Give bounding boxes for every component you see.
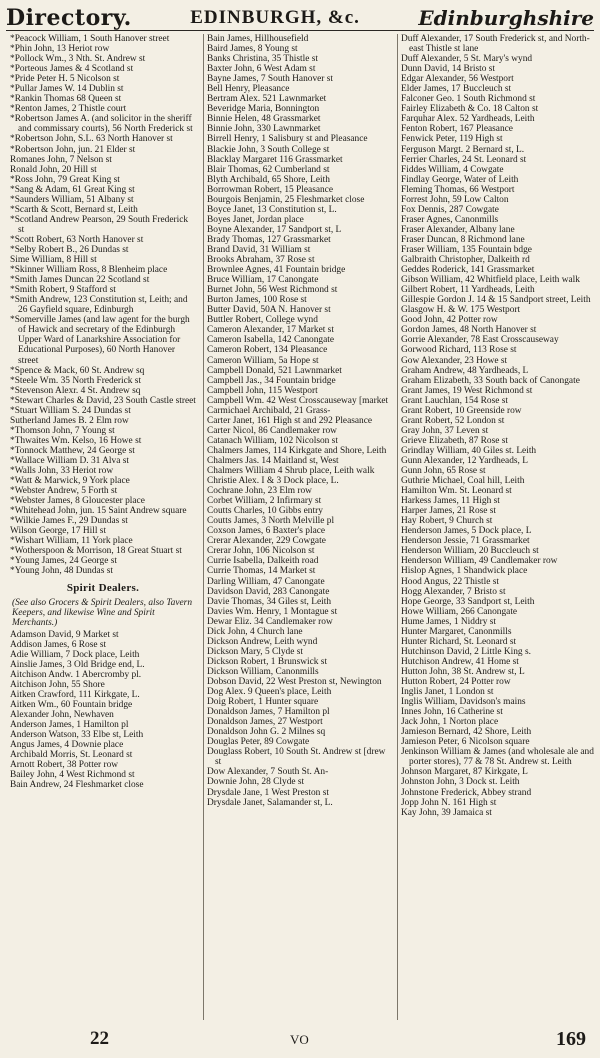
directory-entry: Gow Alexander, 23 Howe st	[401, 355, 508, 366]
directory-entry: Brownlee Agnes, 41 Fountain bridge	[207, 265, 346, 276]
directory-entry: *Tonnock Matthew, 24 George st	[10, 445, 135, 456]
directory-entry: Gray John, 37 Leven st	[401, 425, 489, 436]
directory-entry: Doig Robert, 1 Hunter square	[207, 697, 319, 708]
directory-entry: Hood Angus, 22 Thistle st	[401, 576, 500, 587]
directory-entry: Campbell Jas., 34 Fountain bridge	[207, 375, 336, 386]
directory-entry: Douglas Peter, 89 Cowgate	[207, 737, 310, 748]
directory-entry: *Phin John, 13 Heriot row	[10, 44, 110, 55]
directory-entry: Bayne James, 7 South Hanover st	[207, 74, 334, 85]
directory-entry: Fraser Duncan, 8 Richmond lane	[401, 234, 525, 245]
directory-entry: Adie William, 7 Dock place, Leith	[10, 649, 140, 660]
directory-entry: *Wishart William, 11 York place	[10, 536, 133, 547]
directory-entry: Campbell John, 115 Westport	[207, 385, 318, 396]
directory-entry: Edgar Alexander, 56 Westport	[401, 74, 514, 85]
directory-entry: Beveridge Maria, Bonnington	[207, 104, 320, 115]
directory-entry: Bain Andrew, 24 Fleshmarket close	[10, 780, 144, 791]
directory-entry: Alexander John, Newhaven	[10, 710, 114, 721]
directory-entry: Brand David, 31 William st	[207, 244, 311, 255]
directory-entry: Buttler Robert, College wynd	[207, 315, 318, 326]
directory-entry: Coutts James, 3 North Melville pl	[207, 516, 335, 527]
directory-entry: Hope George, 33 Sandport st, Leith	[401, 596, 535, 607]
directory-entry: Boyne Alexander, 17 Sandport st, L	[207, 224, 342, 235]
directory-entry: Good John, 42 Potter row	[401, 315, 498, 326]
directory-entry: *Stuart William S. 24 Dundas st	[10, 405, 131, 416]
directory-entry: *Smith Robert, 9 Stafford st	[10, 285, 116, 296]
directory-entry: Wilson George, 17 Hill st	[10, 526, 107, 537]
directory-entry: *Thwaites Wm. Kelso, 16 Howe st	[10, 435, 142, 446]
directory-entry: Banks Christina, 35 Thistle st	[207, 54, 319, 65]
directory-entry: Donaldson James, 27 Westport	[207, 717, 323, 728]
directory-entry: Dow Alexander, 7 South St. An-	[207, 767, 329, 778]
directory-entry: Campbell Donald, 521 Lawnmarket	[207, 365, 342, 376]
directory-entry: Sime William, 8 Hill st	[10, 255, 97, 266]
directory-entry: Harkess James, 11 High st	[401, 496, 500, 507]
directory-entry: Howe William, 266 Canongate	[401, 606, 518, 617]
directory-entry: Grant Robert, 52 London st	[401, 415, 505, 426]
directory-entry: Johnstone Frederick, Abbey strand	[401, 787, 532, 798]
directory-entry: Davies Wm. Henry, 1 Montague st	[207, 606, 338, 617]
directory-entry: Dick John, 4 Church lane	[207, 626, 303, 637]
directory-entry: Fraser Agnes, Canonmills	[401, 214, 499, 225]
directory-entry: Birrell Henry, 1 Salisbury st and Pleasance	[207, 134, 368, 145]
directory-entry: Catanach William, 102 Nicolson st	[207, 435, 338, 446]
directory-entry: Baxter John, 6 West Adam st	[207, 64, 316, 75]
directory-entry: Adamson David, 9 Market st	[10, 629, 119, 640]
directory-entry: Corbet William, 2 Infirmary st	[207, 496, 322, 507]
directory-entry: Downie John, 28 Clyde st	[207, 777, 305, 788]
directory-entry: *Webster Andrew, 5 Forth st	[10, 486, 118, 497]
directory-entry: Donaldson James, 7 Hamilton pl	[207, 707, 330, 718]
directory-entry: *Stewart Charles & David, 23 South Castle street	[10, 395, 196, 406]
directory-entry: *Robertson James A. (and solicitor in the sheriff and commissary courts), 56 North Frederick st	[10, 114, 193, 135]
directory-entry: Hay Robert, 9 Church st	[401, 516, 493, 527]
directory-entry: *Porteous James & 4 Scotland st	[10, 64, 134, 75]
directory-entry: *Robertson John, S.L. 63 North Hanover st	[10, 134, 173, 145]
directory-entry: Bain James, Hillhousefield	[207, 34, 309, 44]
directory-entry: *Scott Robert, 63 North Hanover st	[10, 234, 144, 245]
page-footer	[0, 1028, 600, 1052]
directory-entry: Dunn David, 14 Bristo st	[401, 64, 496, 75]
header-right-title: Edinburghshire	[418, 6, 594, 30]
directory-entry: Hislop Agnes, 1 Shandwick place	[401, 566, 528, 577]
directory-entry: Dog Alex. 9 Queen's place, Leith	[207, 687, 332, 698]
directory-entry: Forrest John, 59 Low Calton	[401, 194, 509, 205]
column-1-entries	[10, 34, 196, 577]
directory-entry: Grant James, 19 West Richmond st	[401, 385, 533, 396]
directory-entry: Henderson James, 5 Dock place, L	[401, 526, 532, 537]
directory-entry: Hunter Richard, St. Leonard st	[401, 636, 517, 647]
column-1	[10, 34, 196, 1020]
directory-entry: Crerar Alexander, 229 Cowgate	[207, 536, 326, 547]
directory-entry: Grant Robert, 10 Greenside row	[401, 405, 522, 416]
directory-entry: *Young James, 24 George st	[10, 556, 117, 567]
directory-entry: Bruce William, 17 Canongate	[207, 275, 319, 286]
directory-entry: Addison James, 6 Rose st	[10, 639, 107, 650]
directory-entry: *Pollock Wm., 3 Nth. St. Andrew st	[10, 54, 146, 65]
directory-entry: Johnson Margaret, 87 Kirkgate, L	[401, 767, 528, 778]
directory-entry: Jamieson Bernard, 42 Shore, Leith	[401, 727, 532, 738]
directory-entry: Gillespie Gordon J. 14 & 15 Sandport street, Leith	[401, 295, 591, 306]
directory-entry: Coxson James, 6 Baxter's place	[207, 526, 326, 537]
column-2	[203, 34, 393, 1020]
directory-entry: *Spence & Mack, 60 St. Andrew sq	[10, 365, 145, 376]
directory-entry: Hume James, 1 Niddry st	[401, 616, 497, 627]
directory-entry: Christie Alex. I & 3 Dock place, L.	[207, 476, 339, 487]
directory-entry: Archibald Morris, St. Leonard st	[10, 750, 133, 761]
page-number: 169	[556, 1028, 586, 1050]
directory-entry: *Scotland Andrew Pearson, 29 South Frederick st	[10, 214, 189, 235]
directory-entry: *Wallace William D. 31 Alva st	[10, 455, 129, 466]
directory-entry: Jamieson Peter, 6 Nicolson square	[401, 737, 530, 748]
directory-entry: Gordon James, 48 North Hanover st	[401, 325, 537, 336]
directory-entry: *Peacock William, 1 South Hanover street	[10, 34, 170, 44]
directory-entry: Graham Andrew, 48 Yardheads, L	[401, 365, 529, 376]
directory-entry: Aitken Crawford, 111 Kirkgate, L.	[10, 690, 140, 700]
directory-entry: Bell Henry, Pleasance	[207, 84, 290, 95]
directory-entry: Dickson Mary, 5 Clyde st	[207, 646, 303, 657]
directory-entry: Brooks Abraham, 37 Rose st	[207, 255, 315, 266]
directory-entry: Davie Thomas, 34 Giles st, Leith	[207, 596, 332, 607]
column-3-entries	[401, 34, 597, 818]
directory-entry: Hunter Margaret, Canonmills	[401, 626, 512, 637]
directory-entry: Coutts Charles, 10 Gibbs entry	[207, 506, 323, 517]
directory-entry: Cochrane John, 23 Elm row	[207, 486, 312, 497]
directory-entry: *Steele Wm. 35 North Frederick st	[10, 375, 142, 386]
directory-entry: Bailey John, 4 West Richmond st	[10, 770, 135, 781]
directory-entry: Kay John, 39 Jamaica st	[401, 807, 492, 818]
directory-entry: Duff Alexander, 17 South Frederick st, and North-east Thistle st lane	[401, 34, 590, 55]
directory-entry: Falconer Geo. 1 South Richmond st	[401, 94, 536, 105]
directory-entry: Aitchison Andw. 1 Abercromby pl.	[10, 669, 142, 680]
directory-entry: *Whitehead John, jun. 15 Saint Andrew square	[10, 506, 187, 517]
directory-entry: Hamilton Wm. St. Leonard st	[401, 486, 512, 497]
directory-entry: Aitken Wm., 60 Fountain bridge	[10, 700, 133, 711]
directory-entry: Darling William, 47 Canongate	[207, 576, 325, 587]
directory-entry: Glasgow H. & W. 175 Westport	[401, 305, 521, 316]
directory-entry: Fraser William, 135 Fountain bdge	[401, 244, 532, 255]
directory-entry: Ainslie James, 3 Old Bridge end, L.	[10, 659, 145, 670]
directory-entry: *Rankin Thomas 68 Queen st	[10, 94, 122, 105]
directory-entry: Dewar Eliz. 34 Candlemaker row	[207, 616, 333, 627]
directory-entry: Douglass Robert, 10 South St. Andrew st [drew st	[207, 747, 386, 768]
directory-entry: Fox Dennis, 287 Cowgate	[401, 204, 499, 215]
directory-entry: Henderson William, 49 Candlemaker row	[401, 556, 558, 567]
directory-entry: Chalmers William 4 Shrub place, Leith walk	[207, 466, 375, 477]
directory-entry: Campbell Wm. 42 West Crosscauseway [market	[207, 395, 389, 406]
directory-entry: Duff Alexander, 5 St. Mary's wynd	[401, 54, 533, 65]
directory-entry: *Saunders William, 51 Albany st	[10, 194, 134, 205]
directory-entry: Johnston John, 3 Dock st. Leith	[401, 777, 520, 788]
directory-entry: *Renton James, 2 Thistle court	[10, 104, 127, 115]
directory-entry: Carmichael Archibald, 21 Grass-	[207, 405, 331, 416]
directory-entry: Butter David, 50A N. Hanover st	[207, 305, 331, 316]
directory-entry: Ronald John, 20 Hill st	[10, 164, 97, 175]
directory-entry: Binnie John, 330 Lawnmarket	[207, 124, 321, 135]
directory-entry: *Skinner William Ross, 8 Blenheim place	[10, 265, 168, 276]
directory-entry: Boyes Janet, Jordan place	[207, 214, 304, 225]
directory-entry: *Walls John, 33 Heriot row	[10, 466, 114, 477]
directory-entry: Jopp John N. 161 High st	[401, 797, 497, 808]
directory-entry: Ferguson Margt. 2 Bernard st, L.	[401, 144, 525, 155]
directory-entry: Blacklay Margaret 116 Grassmarket	[207, 154, 343, 165]
directory-entry: Grant Lauchlan, 154 Rose st	[401, 395, 509, 406]
directory-entry: Dobson David, 22 West Preston st, Newington	[207, 677, 382, 687]
directory-entry: Jack John, 1 Norton place	[401, 717, 499, 728]
directory-entry: *Smith Andrew, 123 Constitution st, Leith; and 26 Gayfield square, Edinburgh	[10, 295, 188, 316]
directory-entry: Boyce Janet, 13 Constitution st, L.	[207, 204, 337, 215]
directory-entry: Sutherland James B. 2 Elm row	[10, 415, 129, 426]
directory-entry: Grindlay William, 40 Giles st. Leith	[401, 445, 537, 456]
directory-entry: Blyth Archibald, 65 Shore, Leith	[207, 174, 330, 185]
directory-entry: Blair Thomas, 62 Cumberland st	[207, 164, 330, 175]
directory-entry: Chalmers Jas. 14 Maitland st, West	[207, 455, 339, 466]
directory-entry: Geddes Roderick, 141 Grassmarket	[401, 265, 535, 276]
directory-entry: Graham Elizabeth, 33 South back of Canongate	[401, 375, 580, 386]
directory-entry: Romanes John, 7 Nelson st	[10, 154, 112, 165]
directory-entry: Gorwood Richard, 113 Rose st	[401, 345, 517, 356]
directory-entry: Bourgois Benjamin, 25 Fleshmarket close	[207, 194, 365, 205]
directory-entry: Baird James, 8 Young st	[207, 44, 298, 55]
directory-entry: Fenwick Peter, 119 High st	[401, 134, 503, 145]
directory-entry: Dickson William, Canonmills	[207, 666, 319, 677]
directory-entry: Currie Isabella, Dalkeith road	[207, 556, 319, 567]
header-center-title: EDINBURGH, &c.	[190, 7, 360, 28]
directory-columns	[0, 34, 600, 1020]
directory-entry: Gibson William, 42 Whitfield place, Leith walk	[401, 275, 580, 286]
directory-entry: *Somerville James (and law agent for the burgh of Hawick and secretary of the Edinburgh Upper Ward of Lanarkshire Association for Educational Purposes), 60 North Hanover street	[10, 315, 190, 366]
directory-entry: Gorrie Alexander, 78 East Crosscauseway	[401, 335, 559, 346]
page-header	[6, 6, 594, 31]
directory-entry: *Pullar James W. 14 Dublin st	[10, 84, 124, 95]
directory-entry: Inglis William, Davidson's mains	[401, 697, 526, 708]
directory-entry: Farquhar Alex. 52 Yardheads, Leith	[401, 114, 535, 125]
directory-entry: Innes John, 16 Catherine st	[401, 707, 503, 718]
directory-entry: Brady Thomas, 127 Grassmarket	[207, 234, 331, 245]
directory-entry: Cameron Alexander, 17 Market st	[207, 325, 334, 336]
directory-entry: *Wilkie James F., 29 Dundas st	[10, 516, 128, 527]
directory-entry: Henderson Jessie, 71 Grassmarket	[401, 536, 530, 547]
directory-entry: Hutton Robert, 24 Potter row	[401, 677, 511, 687]
directory-entry: Borrowman Robert, 15 Pleasance	[207, 184, 334, 195]
directory-entry: Binnie Helen, 48 Grassmarket	[207, 114, 321, 125]
column-3	[397, 34, 597, 1020]
directory-entry: *Wotherspoon & Morrison, 18 Great Stuart st	[10, 546, 182, 557]
directory-entry: *Selby Robert B., 26 Dundas st	[10, 244, 129, 255]
directory-entry: Elder James, 17 Buccleuch st	[401, 84, 512, 95]
directory-entry: Arnott Robert, 38 Potter row	[10, 760, 119, 771]
directory-entry: Fenton Robert, 167 Pleasance	[401, 124, 513, 135]
directory-entry: Henderson William, 20 Buccleuch st	[401, 546, 539, 557]
directory-entry: *Young John, 48 Dundas st	[10, 566, 113, 577]
directory-entry: Drysdale Jane, 1 West Preston st	[207, 787, 329, 798]
directory-entry: Fleming Thomas, 66 Westport	[401, 184, 515, 195]
directory-entry: Grieve Elizabeth, 87 Rose st	[401, 435, 509, 446]
directory-entry: Dickson Robert, 1 Brunswick st	[207, 656, 328, 667]
directory-entry: Donaldson John G. 2 Milnes sq	[207, 727, 326, 738]
directory-entry: Fiddes William, 4 Cowgate	[401, 164, 504, 175]
directory-entry: Currie Thomas, 14 Market st	[207, 566, 316, 577]
directory-entry: Hutchinson David, 2 Little King s.	[401, 646, 531, 657]
directory-entry: Angus James, 4 Downie place	[10, 740, 124, 751]
directory-entry: Burton James, 100 Rose st	[207, 295, 307, 306]
directory-entry: Blackie John, 3 South College st	[207, 144, 330, 155]
directory-entry: Jenkinson William & James (and wholesale ale and porter stores), 77 & 78 St. Andrew st. Leith	[401, 747, 594, 768]
directory-entry: Aitchison John, 55 Shore	[10, 679, 105, 690]
directory-entry: Bertram Alex. 521 Lawnmarket	[207, 94, 327, 105]
directory-entry: Guthrie Michael, Coal hill, Leith	[401, 476, 525, 487]
directory-entry: *Watt & Marwick, 9 York place	[10, 476, 130, 487]
directory-entry: *Smith James Duncan 22 Scotland st	[10, 275, 150, 286]
directory-entry: *Thomson John, 7 Young st	[10, 425, 115, 436]
column-1-spirit-entries	[10, 630, 196, 791]
directory-entry: Cameron Robert, 134 Pleasance	[207, 345, 328, 356]
directory-entry: *Scarth & Scott, Bernard st, Leith	[10, 204, 138, 215]
directory-entry: Hogg Alexander, 7 Bristo st	[401, 586, 506, 597]
section-note: (See also Grocers & Spirit Dealers, also Tavern Keepers, and likewise Wine and Spirit Merchants.)	[12, 597, 193, 628]
directory-entry: *Pride Peter H. 5 Nicolson st	[10, 74, 120, 85]
directory-entry: Crerar John, 106 Nicolson st	[207, 546, 315, 557]
directory-entry: Burnet John, 56 West Richmond st	[207, 285, 338, 296]
directory-entry: Hutchison Andrew, 41 Home st	[401, 656, 519, 667]
directory-entry: Cameron Isabella, 142 Canongate	[207, 335, 335, 346]
directory-entry: Chalmers James, 114 Kirkgate and Shore, Leith	[207, 445, 387, 456]
directory-entry: Hutton John, 38 St. Andrew st, L	[401, 666, 525, 677]
directory-entry: Galbraith Christopher, Dalkeith rd	[401, 255, 530, 266]
directory-entry: *Robertson John, jun. 21 Elder st	[10, 144, 136, 155]
directory-entry: Harper James, 21 Rose st	[401, 506, 497, 517]
directory-entry: Cameron William, 5a Hope st	[207, 355, 319, 366]
directory-entry: Inglis Janet, 1 London st	[401, 687, 494, 698]
directory-entry: Findlay George, Water of Leith	[401, 174, 519, 185]
directory-entry: Ferrier Charles, 24 St. Leonard st	[401, 154, 527, 165]
directory-entry: Davidson David, 283 Canongate	[207, 586, 330, 597]
directory-entry: Gunn John, 65 Rose st	[401, 466, 486, 477]
directory-entry: Fraser Alexander, Albany lane	[401, 224, 515, 235]
directory-entry: Gunn Alexander, 12 Yardheads, L	[401, 455, 528, 466]
footer-signature-mark: 22	[90, 1028, 109, 1049]
directory-entry: Drysdale Janet, Salamander st, L.	[207, 797, 333, 808]
header-left-title: Directory.	[6, 5, 132, 31]
directory-entry: Fairley Elizabeth & Co. 18 Calton st	[401, 104, 539, 115]
column-2-entries	[207, 34, 393, 808]
section-title: Spirit Dealers.	[66, 581, 140, 594]
directory-entry: *Webster James, 8 Gloucester place	[10, 496, 145, 507]
directory-entry: *Ross John, 79 Great King st	[10, 174, 120, 185]
directory-entry: Anderson Watson, 33 Elbe st, Leith	[10, 730, 144, 741]
directory-entry: Gilbert Robert, 11 Yardheads, Leith	[401, 285, 535, 296]
directory-entry: *Stevenson Alexr. 4 St. Andrew sq	[10, 385, 141, 396]
directory-entry: Dickson Andrew, Leith wynd	[207, 636, 318, 647]
directory-entry: Carter Nicol, 86 Candlemaker row	[207, 425, 337, 436]
directory-entry: Carter Janet, 161 High st and 292 Pleasance	[207, 415, 373, 426]
directory-entry: *Sang & Adam, 61 Great King st	[10, 184, 135, 195]
directory-entry: Anderson James, 1 Hamilton pl	[10, 720, 129, 731]
footer-center-mark: VO	[290, 1032, 309, 1047]
